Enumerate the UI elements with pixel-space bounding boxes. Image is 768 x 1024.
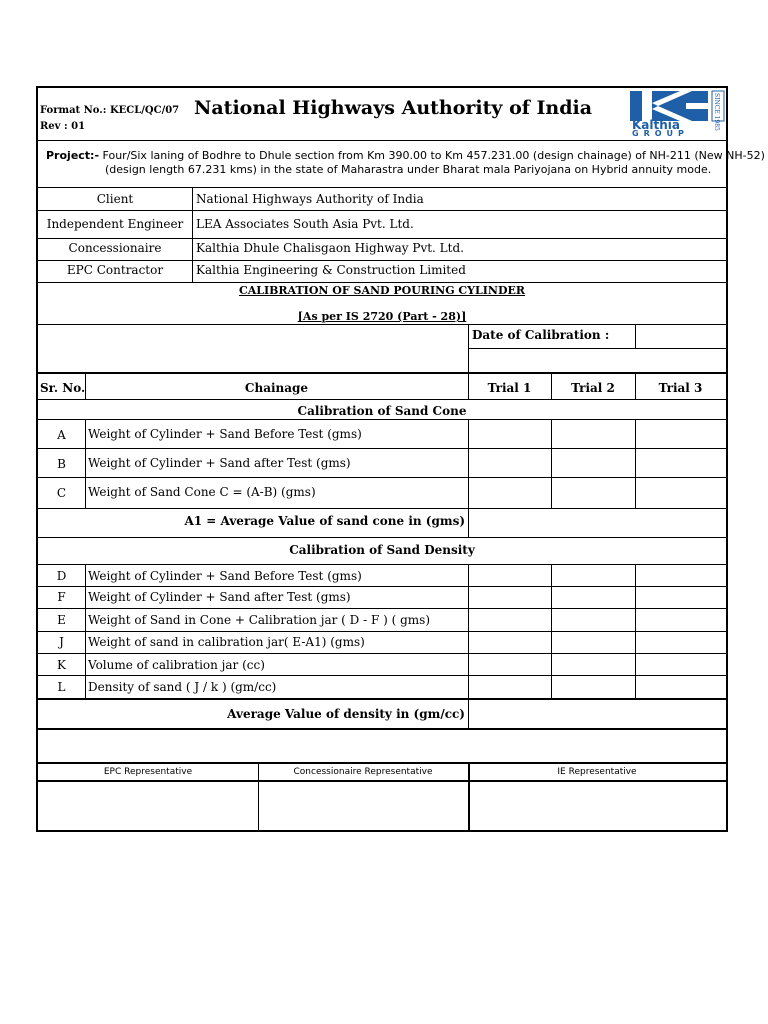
row-desc-a: Weight of Cylinder + Sand Before Test (gms) — [88, 427, 362, 441]
trial-1-cell[interactable] — [469, 609, 551, 631]
row-desc-d: Weight of Cylinder + Sand Before Test (gms) — [88, 569, 362, 583]
sand-cone-average-label: A1 = Average Value of sand cone in (gms) — [184, 514, 465, 528]
trial-3-cell[interactable] — [636, 654, 726, 675]
row-sr-b: B — [57, 457, 66, 471]
trial-3-cell[interactable] — [636, 587, 726, 608]
trial-2-cell[interactable] — [552, 654, 635, 675]
row-desc-l: Density of sand ( J / k ) (gm/cc) — [88, 680, 277, 694]
kalthia-logo — [628, 90, 726, 138]
trial-3-cell[interactable] — [636, 478, 726, 508]
trial-1-header: Trial 1 — [487, 381, 532, 395]
independent-engineer-value: LEA Associates South Asia Pvt. Ltd. — [196, 217, 414, 231]
chainage-header: Chainage — [244, 381, 309, 395]
row-desc-b: Weight of Cylinder + Sand after Test (gms) — [88, 456, 351, 470]
form-title: CALIBRATION OF SAND POURING CYLINDER — [238, 284, 526, 297]
trial-3-cell[interactable] — [636, 565, 726, 586]
row-sr-a: A — [57, 428, 66, 442]
trial-2-cell[interactable] — [552, 632, 635, 653]
page-title: National Highways Authority of India — [194, 97, 593, 119]
revision-number: Rev : 01 — [40, 121, 86, 132]
epc-contractor-label: EPC Contractor — [66, 263, 164, 277]
sand-cone-average-value[interactable] — [469, 509, 726, 536]
row-sr-d: D — [56, 569, 67, 583]
calibration-form-sheet — [36, 86, 765, 832]
trial-2-cell[interactable] — [552, 565, 635, 586]
date-of-calibration-label: Date of Calibration : — [472, 328, 610, 342]
trial-3-header: Trial 3 — [658, 381, 703, 395]
concessionaire-value: Kalthia Dhule Chalisgaon Highway Pvt. Ltd. — [196, 241, 464, 255]
trial-1-cell[interactable] — [469, 565, 551, 586]
row-sr-l: L — [57, 680, 66, 694]
row-sr-e: E — [57, 613, 66, 627]
logo-group-text: GROUP — [632, 129, 689, 138]
sr-no-header: Sr. No. — [40, 381, 86, 395]
density-average-label: Average Value of density in (gm/cc) — [227, 707, 465, 721]
client-label: Client — [96, 192, 134, 206]
format-number: Format No.: KECL/QC/07 — [40, 105, 180, 116]
row-sr-j: J — [59, 635, 64, 649]
remarks-area[interactable] — [38, 730, 726, 762]
ie-signature-box[interactable] — [471, 782, 725, 830]
row-sr-k: K — [57, 658, 66, 672]
epc-representative-label: EPC Representative — [103, 767, 193, 777]
row-desc-k: Volume of calibration jar (cc) — [88, 658, 265, 672]
project-line-1 — [46, 149, 765, 163]
trial-2-cell[interactable] — [552, 449, 635, 477]
ie-representative-label: IE Representative — [557, 767, 637, 777]
project-label: Project:- — [46, 149, 100, 162]
independent-engineer-label: Independent Engineer — [46, 217, 184, 231]
trial-3-cell[interactable] — [636, 449, 726, 477]
density-average-value[interactable] — [469, 700, 726, 728]
epc-signature-box[interactable] — [39, 782, 257, 830]
row-desc-c: Weight of Sand Cone C = (A-B) (gms) — [88, 485, 316, 499]
client-value: National Highways Authority of India — [196, 192, 424, 206]
trial-1-cell[interactable] — [469, 420, 551, 448]
sand-cone-section-title: Calibration of Sand Cone — [297, 404, 467, 418]
trial-2-cell[interactable] — [552, 587, 635, 608]
trial-2-cell[interactable] — [552, 420, 635, 448]
trial-1-cell[interactable] — [469, 587, 551, 608]
row-desc-j: Weight of sand in calibration jar( E-A1) (gms) — [88, 635, 365, 649]
concessionaire-representative-label: Concessionaire Representative — [293, 767, 433, 777]
trial-1-cell[interactable] — [469, 449, 551, 477]
trial-2-cell[interactable] — [552, 676, 635, 698]
epc-contractor-value: Kalthia Engineering & Construction Limited — [196, 263, 466, 277]
trial-1-cell[interactable] — [469, 676, 551, 698]
date-of-calibration-field[interactable] — [636, 325, 726, 347]
logo-since-text: SINCE 1985 — [713, 93, 720, 131]
concessionaire-label: Concessionaire — [68, 241, 162, 255]
trial-1-cell[interactable] — [469, 654, 551, 675]
logo-brand-text: Kalthia — [632, 118, 680, 132]
form-standard: [As per IS 2720 (Part - 28)] — [297, 310, 467, 323]
trial-1-cell[interactable] — [469, 478, 551, 508]
trial-2-header: Trial 2 — [571, 381, 615, 395]
row-desc-f: Weight of Cylinder + Sand after Test (gms) — [88, 590, 351, 604]
row-sr-c: C — [56, 486, 67, 500]
project-description-1: Four/Six laning of Bodhre to Dhule section from Km 390.00 to Km 457.231.00 (design chainage) of NH-211 (New NH-52) — [102, 149, 765, 162]
trial-3-cell[interactable] — [636, 609, 726, 631]
sand-density-section-title: Calibration of Sand Density — [289, 543, 475, 557]
trial-1-cell[interactable] — [469, 632, 551, 653]
trial-3-cell[interactable] — [636, 676, 726, 698]
trial-2-cell[interactable] — [552, 609, 635, 631]
trial-2-cell[interactable] — [552, 478, 635, 508]
row-desc-e: Weight of Sand in Cone + Calibration jar ( D - F ) ( gms) — [88, 613, 430, 627]
row-sr-f: F — [57, 590, 66, 604]
concessionaire-signature-box[interactable] — [260, 782, 467, 830]
project-description-2: (design length 67.231 kms) in the state of Maharastra under Bharat mala Pariyojana on Hybrid annuity mode. — [105, 163, 712, 176]
trial-3-cell[interactable] — [636, 420, 726, 448]
trial-3-cell[interactable] — [636, 632, 726, 653]
